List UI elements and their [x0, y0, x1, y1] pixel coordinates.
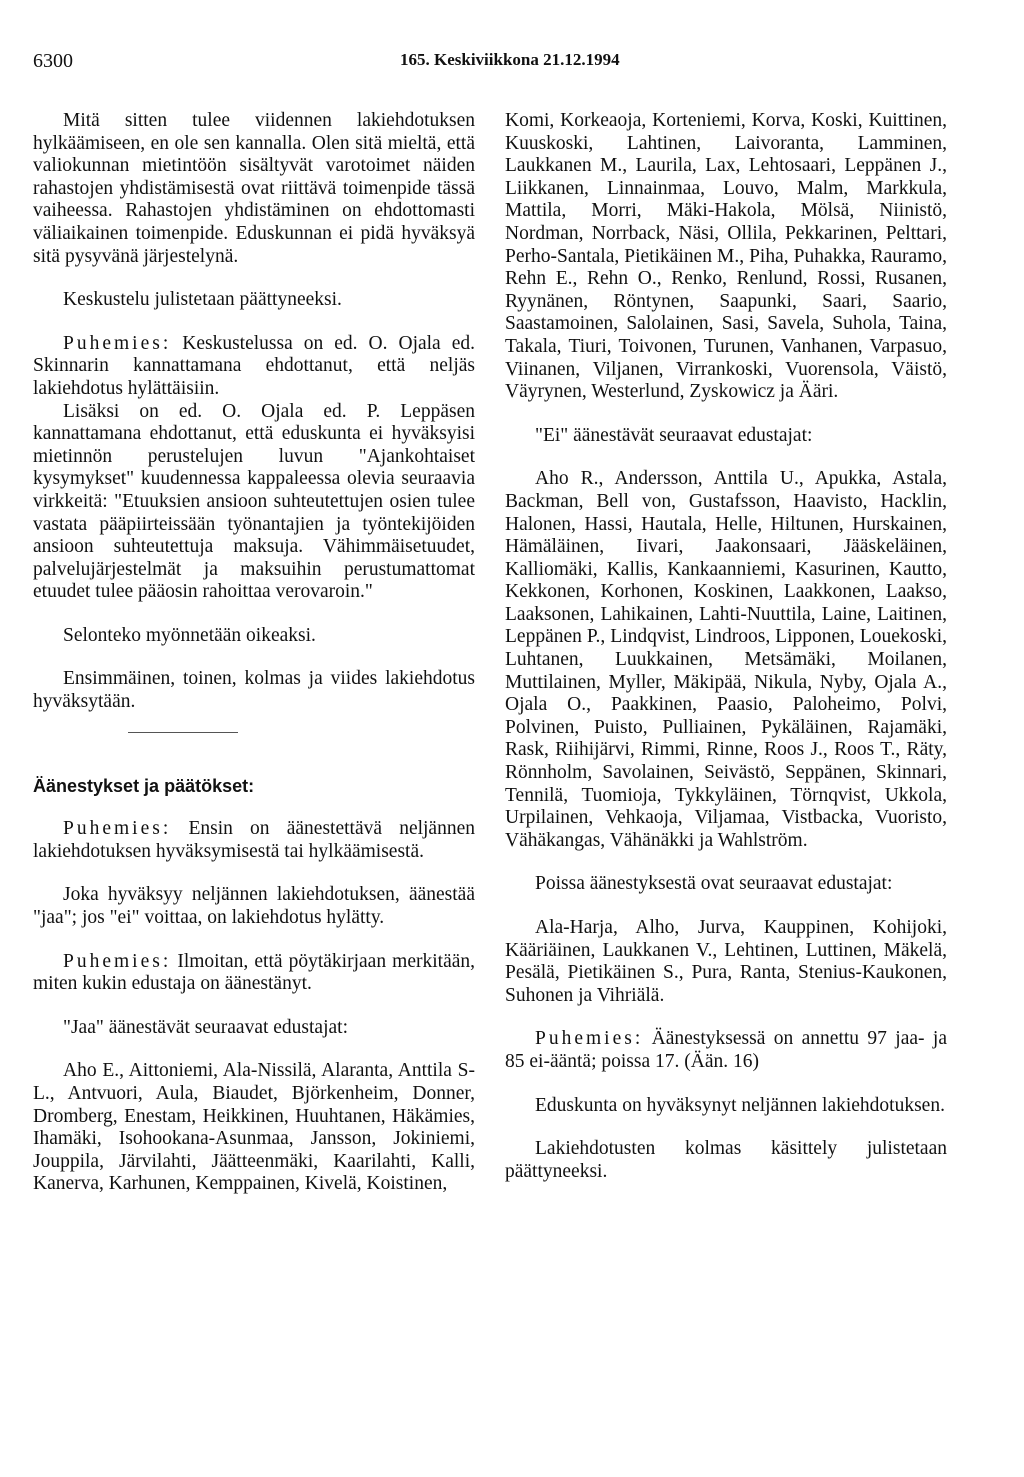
speech-text: Keskustelussa on ed. O. Ojala ed. Skinnarin kannattamana ehdottanut, että neljäs lakiehdotus hylättäisiin. [33, 332, 475, 399]
paragraph: Poissa äänestyksestä ovat seuraavat edustajat: [535, 873, 893, 895]
paragraph [505, 1028, 947, 1073]
speech-text: Ilmoitan, että pöytäkirjaan merkitään, miten kukin edustaja on äänestänyt. [33, 950, 475, 995]
paragraph: Mitä sitten tulee viidennen lakiehdotuksen hylkäämiseen, en ole sen kannalla. Olen sitä mieltä, että valiokunnan mietintöön sisältyvät varotoimet näiden rahastojen yhdistämisestä ovat riittävä toimenpide tässä vaiheessa. Rahastojen yhdistäminen on ehdottomasti väliaikainen toimenpide. Eduskunnan ei pidä hyväksyä sitä pysyvänä järjestelynä. [33, 110, 475, 267]
vote-list: Aho R., Andersson, Anttila U., Apukka, Astala, Backman, Bell von, Gustafsson, Haavisto, Hacklin, Halonen, Hassi, Hautala, Helle, Hiltunen, Hurskainen, Hämäläinen, Iivari, Jaakonsaari, Jääskeläinen, Kalliomäki, Kallis, Kankaanniemi, Kasurinen, Kautto, Kekkonen, Korhonen, Koskinen, Laakkonen, Laakso, Laaksonen, Lahikainen, Lahti-Nuuttila, Laine, Laitinen, Leppänen P., Lindqvist, Lindroos, Lipponen, Louekoski, Luhtanen, Luukkainen, Metsämäki, Moilanen, Muttilainen, Myller, Mäkipää, Nikula, Nyby, Ojala A., Ojala O., Paakkinen, Paasio, Paloheimo, Polvi, Polvinen, Puisto, Pulliainen, Pykäläinen, Rajamäki, Rask, Riihijärvi, Rimmi, Rinne, Roos J., Roos T., Räty, Rönnholm, Savolainen, Seivästö, Seppänen, Skinnari, Tennilä, Tuomioja, Tykkyläinen, Törnqvist, Ukkola, Urpilainen, Vehkaoja, Viljamaa, Vistbacka, Vuoristo, Vähäkangas, Vähänäkki ja Wahlström. [505, 468, 947, 851]
paragraph: Keskustelu julistetaan päättyneeksi. [63, 289, 342, 311]
paragraph: "Ei" äänestävät seuraavat edustajat: [535, 424, 813, 446]
paragraph [33, 333, 475, 401]
paragraph: Joka hyväksyy neljännen lakiehdotuksen, äänestää "jaa"; jos "ei" voittaa, on lakiehdotus hylätty. [33, 884, 475, 929]
speaker-label: Puhemies: [63, 332, 172, 354]
paragraph: Lisäksi on ed. O. Ojala ed. P. Leppäsen kannattamana ehdottanut, että eduskunta ei hyväksyisi mietinnön perustelujen luvun "Ajankohtaiset kysymykset" kuudennessa kappaleessa olevia seuraavia virkkeitä: "Etuuksien ansioon suhteutettujen osien tulee vastata pääpiirteissään työnantajien ja työntekijöiden ansioon suhteutettuja maksuja. Vähimmäisetuudet, palvelujärjestelmät ja maksuihin perustumattomat etuudet tulee pääosin rahoittaa verovaroin." [33, 400, 475, 603]
vote-list: Komi, Korkeaoja, Korteniemi, Korva, Koski, Kuittinen, Kuuskoski, Lahtinen, Laivoranta, Lamminen, Laukkanen M., Laurila, Lax, Lehtosaari, Leppänen J., Liikkanen, Linnainmaa, Louvo, Malm, Markkula, Mattila, Morri, Mäki-Hakola, Mölsä, Niinistö, Nordman, Norrback, Näsi, Ollila, Pekkarinen, Pelttari, Perho-Santala, Pietikäinen M., Piha, Puhakka, Rauramo, Rehn E., Rehn O., Renko, Renlund, Rossi, Rusanen, Ryynänen, Röntynen, Saapunki, Saari, Saario, Saastamoinen, Salolainen, Sasi, Savela, Suhola, Taina, Takala, Tiuri, Toivonen, Turunen, Vanhanen, Varpasuo, Viinanen, Viljanen, Virrankoski, Vuorensola, Väistö, Väyrynen, Westerlund, Zyskowicz ja Ääri. [505, 110, 947, 403]
paragraph: Lakiehdotusten kolmas käsittely julistetaan päättyneeksi. [505, 1138, 947, 1182]
vote-list: Ala-Harja, Alho, Jurva, Kauppinen, Kohijoki, Kääriäinen, Laukkanen V., Lehtinen, Luttinen, Mäkelä, Pesälä, Pietikäinen S., Pura, Ranta, Stenius-Kaukonen, Suhonen ja Vihriälä. [505, 917, 947, 1006]
right-column [505, 110, 947, 1204]
speaker-label: Puhemies: [63, 950, 172, 972]
speaker-label: Puhemies: [535, 1028, 644, 1050]
paragraph [33, 818, 475, 863]
vote-list: Aho E., Aittoniemi, Ala-Nissilä, Alaranta, Anttila S-L., Antvuori, Aula, Biaudet, Björkenheim, Donner, Dromberg, Enestam, Heikkinen, Huuhtanen, Häkämies, Ihamäki, Isohookana-Asunmaa, Jansson, Jokiniemi, Jouppila, Järvilahti, Jäätteenmäki, Kaarilahti, Kalli, Kanerva, Karhunen, Kemppainen, Kivelä, Koistinen, [33, 1060, 475, 1195]
paragraph: "Jaa" äänestävät seuraavat edustajat: [63, 1016, 348, 1038]
speech-text: Ensin on äänestettävä neljännen lakiehdotuksen hyväksymisestä tai hylkäämisestä. [33, 818, 475, 862]
paragraph: Ensimmäinen, toinen, kolmas ja viides lakiehdotus hyväksytään. [33, 668, 475, 713]
speech-text: Äänestyksessä on annettu 97 jaa- ja 85 ei-ääntä; poissa 17. (Ään. 16) [505, 1028, 947, 1072]
running-head: 165. Keskiviikkona 21.12.1994 [400, 50, 620, 69]
section-divider [128, 732, 238, 733]
paragraph: Eduskunta on hyväksynyt neljännen lakiehdotuksen. [535, 1094, 945, 1116]
speaker-label: Puhemies: [63, 818, 172, 840]
section-heading: Äänestykset ja päätökset: [33, 775, 255, 796]
left-column [33, 110, 475, 1217]
page-number: 6300 [33, 50, 73, 72]
paragraph: Selonteko myönnetään oikeaksi. [63, 624, 316, 646]
paragraph [33, 951, 475, 996]
